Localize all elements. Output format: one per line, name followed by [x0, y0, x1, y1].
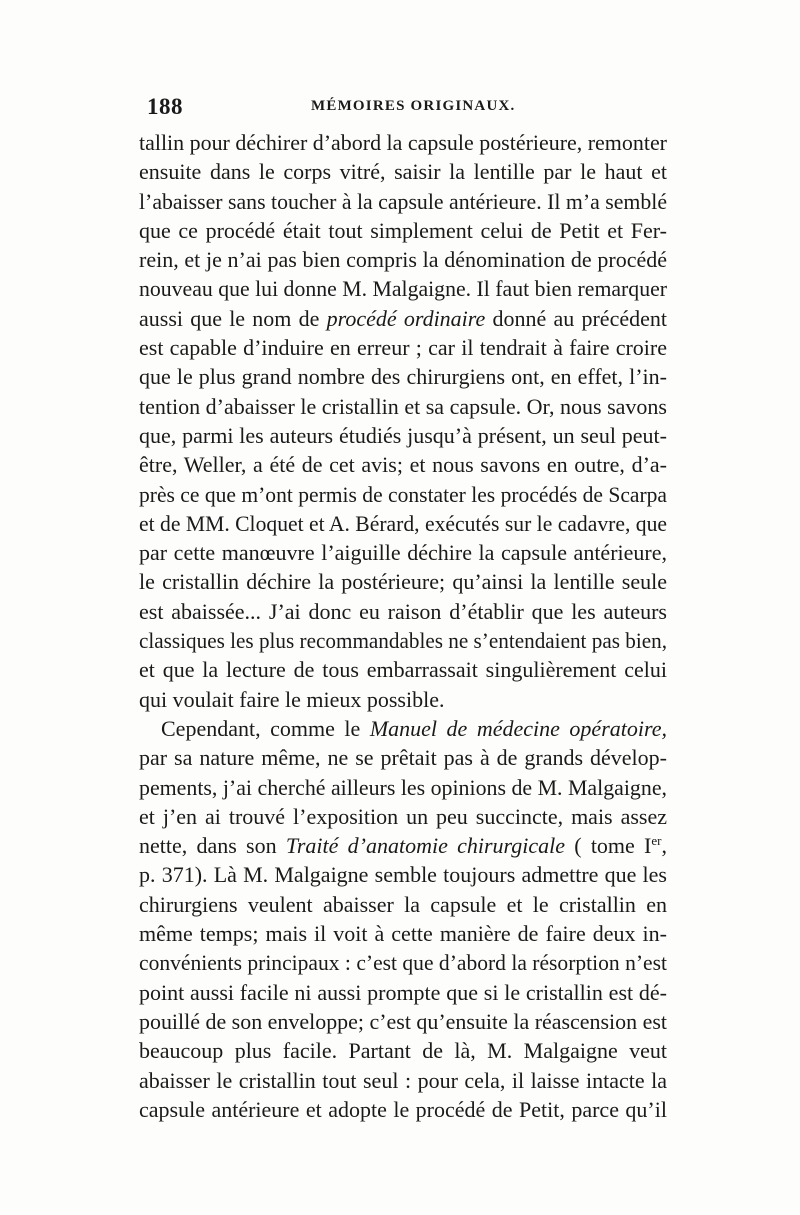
- text-line: nette, dans son Traité d’anatomie chirurgicale ( tome Ier,: [139, 833, 667, 859]
- italic-term: procédé ordinaire: [326, 305, 486, 331]
- page-header: [147, 94, 657, 126]
- text-line: et de MM. Cloquet et A. Bérard, exécutés sur le cadavre, que: [139, 510, 667, 536]
- text-line: point aussi facile ni aussi prompte que si le cristallin est dé-: [139, 979, 667, 1005]
- text-line: abaisser le cristallin tout seul : pour cela, il laisse intacte la: [139, 1067, 667, 1093]
- text-line: le cristallin déchire la postérieure; qu’ainsi la lentille seule: [139, 569, 667, 595]
- text-line: nouveau que lui donne M. Malgaigne. Il faut bien remarquer: [139, 276, 667, 302]
- text-line: même temps; mais il voit à cette manière de faire deux in-: [139, 921, 667, 947]
- text-line: pouillé de son enveloppe; c’est qu’ensuite la réascension est: [139, 1008, 667, 1034]
- text-line: capsule antérieure et adopte le procédé de Petit, parce qu’il: [139, 1096, 667, 1122]
- text-line: l’abaisser sans toucher à la capsule antérieure. Il m’a semblé: [139, 188, 667, 214]
- text-line: classiques les plus recommandables ne s’entendaient pas bien,: [139, 628, 667, 654]
- text-line: que, parmi les auteurs étudiés jusqu’à présent, un seul peut-: [139, 422, 667, 448]
- text-line: ensuite dans le corps vitré, saisir la lentille par le haut et: [139, 159, 667, 185]
- body-text: [139, 128, 667, 1124]
- text-line: beaucoup plus facile. Partant de là, M. Malgaigne veut: [139, 1038, 667, 1064]
- text-line: par cette manœuvre l’aiguille déchire la capsule antérieure,: [139, 540, 667, 566]
- page-number: 188: [147, 94, 183, 119]
- text-line: par sa nature même, ne se prêtait pas à de grands dévelop-: [139, 745, 667, 771]
- text-line: être, Weller, a été de cet avis; et nous savons en outre, d’a-: [139, 452, 667, 478]
- text-line: et que la lecture de tous embarrassait singulièrement celui: [139, 657, 667, 683]
- text-line: tallin pour déchirer d’abord la capsule postérieure, remonter: [139, 130, 667, 155]
- text-line: rein, et je n’ai pas bien compris la dénomination de procédé: [139, 247, 667, 273]
- text-line: est abaissée... J’ai donc eu raison d’établir que les auteurs: [139, 598, 667, 624]
- text-line: près ce que m’ont permis de constater les procédés de Scarpa: [139, 481, 667, 507]
- text-line: que le plus grand nombre des chirurgiens ont, en effet, l’in-: [139, 364, 667, 390]
- text-line: est capable d’induire en erreur ; car il tendrait à faire croire: [139, 335, 667, 361]
- text-line: convénients principaux : c’est que d’abord la résorption n’est: [139, 950, 667, 976]
- text-line: et j’en ai trouvé l’exposition un peu succincte, mais assez: [139, 803, 667, 829]
- italic-title: Traité d’anatomie chirurgicale: [285, 833, 566, 859]
- text-line: aussi que le nom de procédé ordinaire donné au précédent: [139, 305, 667, 331]
- superscript: er: [651, 833, 662, 849]
- text-line: que ce procédé était tout simplement celui de Petit et Fer-: [139, 217, 667, 243]
- running-head: MÉMOIRES ORIGINAUX.: [311, 98, 516, 114]
- text-line: tention d’abaisser le cristallin et sa capsule. Or, nous savons: [139, 393, 667, 419]
- italic-title: Manuel de médecine opératoire,: [369, 715, 667, 741]
- paragraph-start-line: Cependant, comme le Manuel de médecine opératoire,: [161, 715, 667, 741]
- text-line: qui voulait faire le mieux possible.: [139, 686, 445, 712]
- text-line: p. 371). Là M. Malgaigne semble toujours admettre que les: [139, 862, 667, 888]
- text-line: chirurgiens veulent abaisser la capsule et le cristallin en: [139, 891, 667, 917]
- text-line: pements, j’ai cherché ailleurs les opinions de M. Malgaigne,: [139, 774, 667, 800]
